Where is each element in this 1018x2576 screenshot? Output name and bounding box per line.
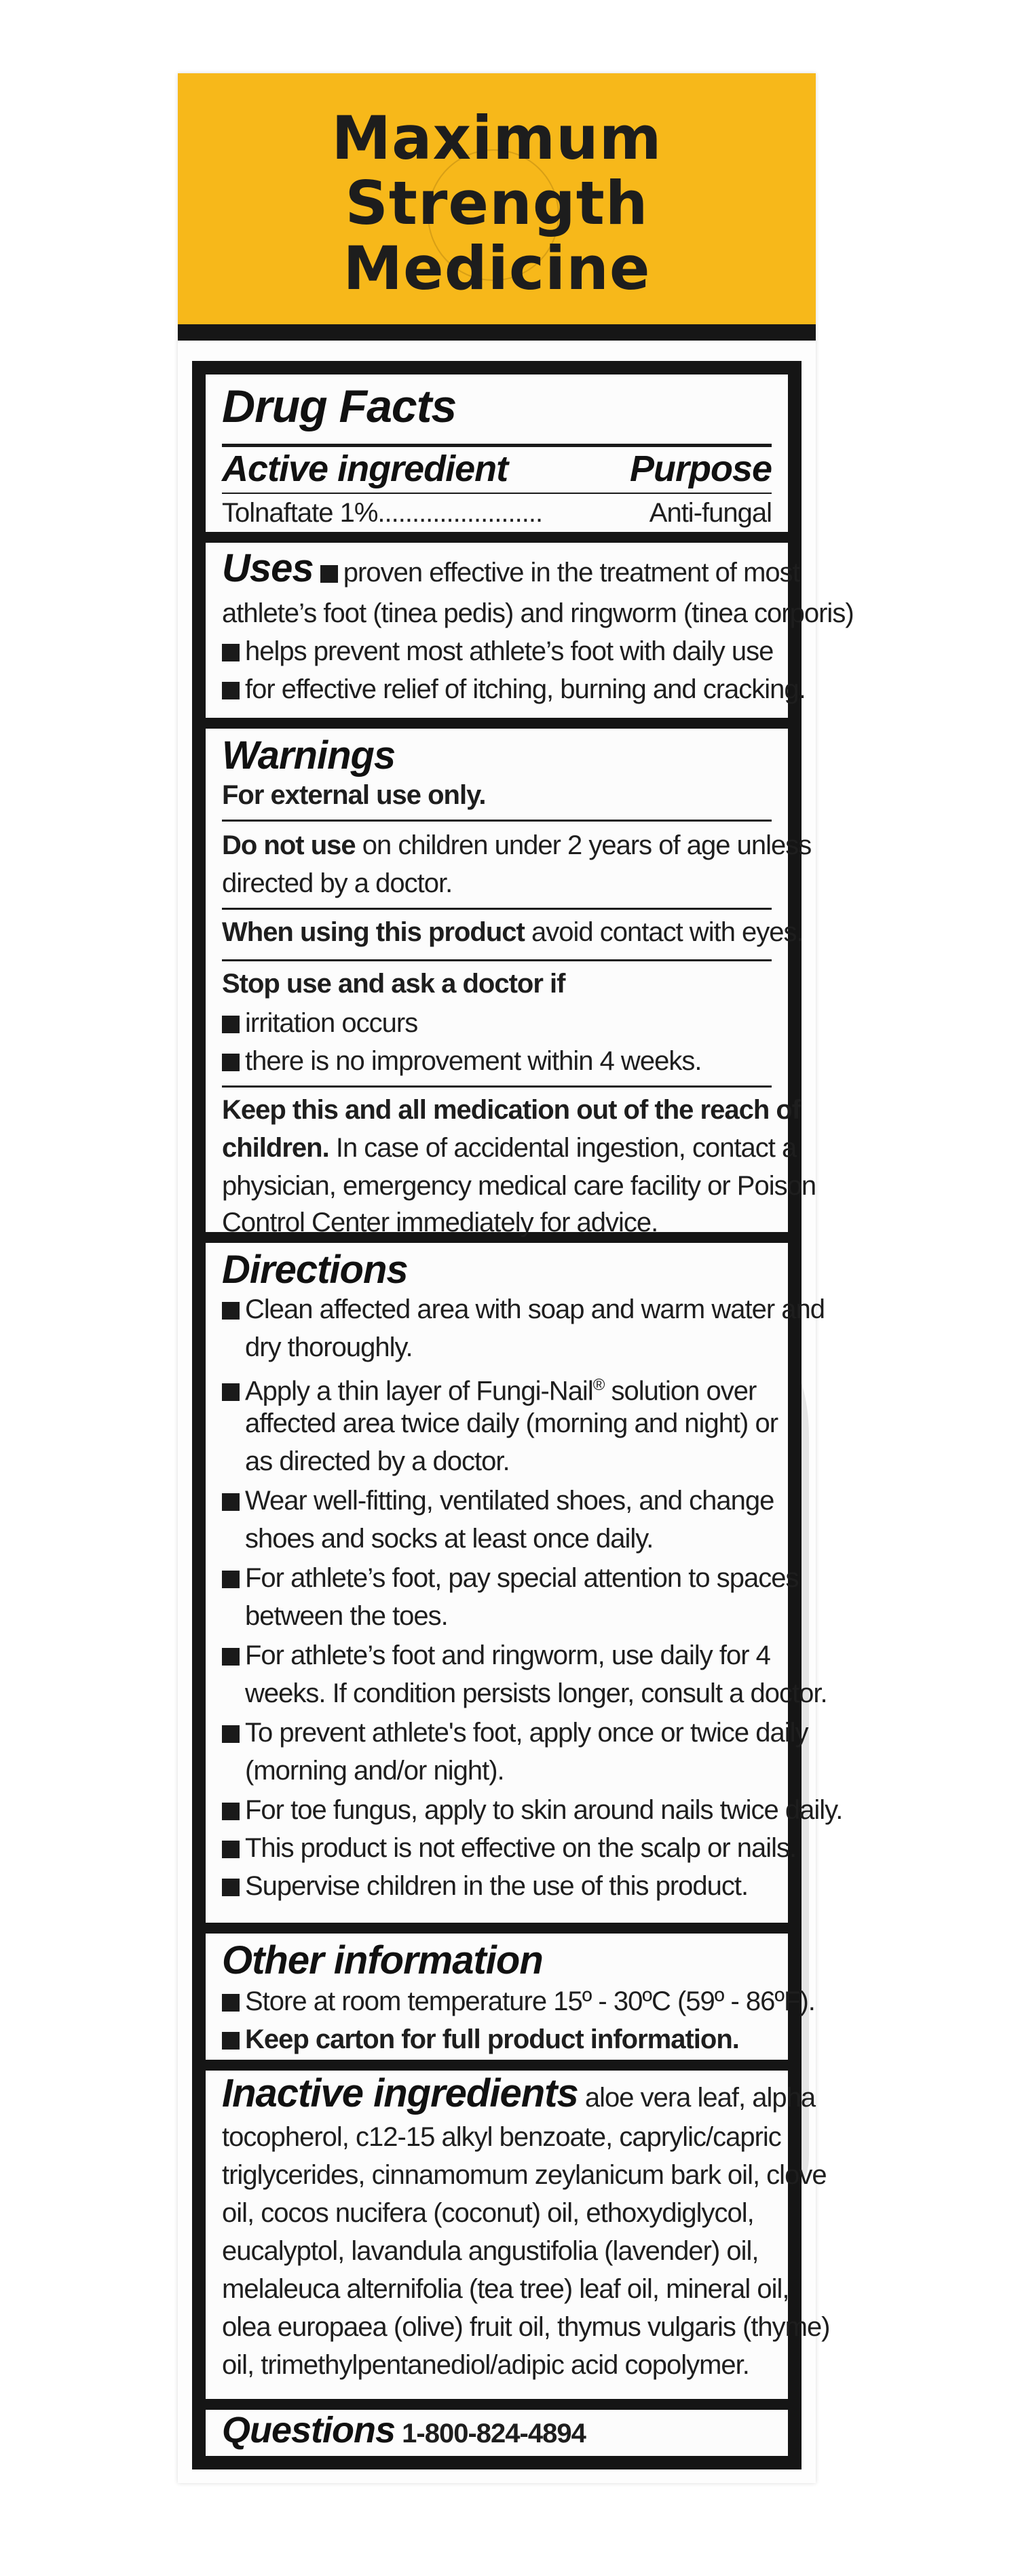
direction-text: Clean affected area with soap and warm water and bbox=[245, 1294, 825, 1324]
headline-line-1: Maximum bbox=[331, 103, 662, 173]
bullet-square-icon bbox=[222, 2032, 240, 2050]
warnings-panel bbox=[206, 729, 816, 1237]
bullet-square-icon bbox=[222, 1054, 240, 1071]
bullet-square-icon bbox=[222, 1016, 240, 1033]
direction-7 bbox=[222, 1791, 842, 1829]
inactive-text: aloe vera leaf, alpha bbox=[584, 2083, 816, 2113]
stop-text: there is no improvement within 4 weeks. bbox=[245, 1046, 702, 1076]
direction-6 bbox=[222, 1714, 808, 1752]
do-not-use-label: Do not use bbox=[222, 830, 356, 860]
other-item-2 bbox=[222, 2020, 739, 2058]
keep-line-4: Control Center immediately for advice. bbox=[222, 1208, 658, 1237]
direction-5-cont: weeks. If condition persists longer, consult a doctor. bbox=[245, 1678, 827, 1708]
warnings-title: Warnings bbox=[222, 733, 396, 777]
direction-text: For athlete’s foot and ringworm, use daily for 4 bbox=[245, 1640, 770, 1670]
keep-label: children. bbox=[222, 1133, 329, 1163]
product-carton bbox=[178, 73, 854, 2483]
purpose-label: Purpose bbox=[629, 448, 772, 489]
registered-mark: ® bbox=[592, 1376, 605, 1394]
direction-4 bbox=[222, 1559, 798, 1597]
direction-text: Wear well-fitting, ventilated shoes, and change bbox=[245, 1486, 774, 1516]
uses-line-4 bbox=[222, 670, 806, 708]
direction-5 bbox=[222, 1636, 770, 1674]
bullet-square-icon bbox=[222, 682, 240, 699]
uses-line-2: athlete’s foot (tinea pedis) and ringworm (tinea corporis) bbox=[222, 598, 854, 628]
when-using bbox=[222, 913, 804, 951]
bullet-square-icon bbox=[222, 1383, 240, 1401]
uses-text: helps prevent most athlete’s foot with daily use bbox=[245, 636, 774, 666]
direction-text: solution over bbox=[611, 1376, 757, 1406]
direction-text: For athlete’s foot, pay special attention to spaces bbox=[245, 1563, 799, 1593]
bullet-square-icon bbox=[222, 1571, 240, 1588]
direction-text: Supervise children in the use of this product. bbox=[245, 1871, 749, 1901]
stop-use: Stop use and ask a doctor if bbox=[222, 969, 565, 999]
direction-text: This product is not effective on the scalp or nails. bbox=[245, 1833, 797, 1863]
direction-9 bbox=[222, 1867, 748, 1905]
bullet-square-icon bbox=[222, 644, 240, 661]
bullet-square-icon bbox=[222, 1302, 240, 1320]
active-ingredient-label: Active ingredient bbox=[222, 448, 508, 489]
dark-strip bbox=[178, 324, 816, 341]
direction-3 bbox=[222, 1482, 774, 1520]
dot-leader: ........................ bbox=[377, 498, 543, 528]
drug-facts-box bbox=[192, 361, 854, 2469]
active-ingredient: Tolnaftate 1% bbox=[222, 498, 378, 528]
uses-line-3 bbox=[222, 632, 773, 670]
stop-item-2 bbox=[222, 1042, 701, 1080]
divider bbox=[222, 959, 772, 961]
direction-text: Apply a thin layer of Fungi-Nail bbox=[245, 1376, 593, 1406]
bullet-square-icon bbox=[222, 1841, 240, 1858]
divider bbox=[222, 1085, 772, 1088]
purpose: Anti-fungal bbox=[649, 498, 772, 528]
direction-2-cont: as directed by a doctor. bbox=[245, 1446, 510, 1476]
inactive-line-6: melaleuca alternifolia (tea tree) leaf oil, mineral oil, bbox=[222, 2274, 789, 2304]
keep-line-3: physician, emergency medical care facility or Poison bbox=[222, 1171, 816, 1201]
inactive-line-1 bbox=[222, 2071, 816, 2117]
external-use: For external use only. bbox=[222, 780, 486, 810]
direction-8 bbox=[222, 1829, 796, 1867]
do-not-use-line-2: directed by a doctor. bbox=[222, 868, 453, 898]
active-ingredient-row bbox=[222, 494, 542, 532]
inactive-line-3: triglycerides, cinnamomum zeylanicum bark oil, clove bbox=[222, 2160, 827, 2190]
bullet-square-icon bbox=[222, 1725, 240, 1743]
bullet-square-icon bbox=[222, 1879, 240, 1896]
inactive-line-2: tocopherol, c12-15 alkyl benzoate, caprylic/capric bbox=[222, 2122, 781, 2152]
when-using-text: avoid contact with eyes. bbox=[531, 917, 804, 947]
direction-1-cont: dry thoroughly. bbox=[245, 1332, 413, 1362]
directions-panel bbox=[206, 1243, 843, 1923]
stop-item-1 bbox=[222, 1004, 417, 1042]
uses-panel bbox=[206, 543, 854, 718]
stop-text: irritation occurs bbox=[245, 1008, 418, 1038]
headline bbox=[178, 103, 816, 303]
direction-1 bbox=[222, 1290, 825, 1328]
divider bbox=[222, 820, 772, 822]
bullet-square-icon bbox=[222, 1493, 240, 1511]
other-info-title: Other information bbox=[222, 1938, 543, 1982]
questions-line bbox=[222, 2411, 586, 2453]
bullet-square-icon bbox=[320, 565, 338, 583]
keep-text: In case of accidental ingestion, contact a bbox=[335, 1133, 797, 1163]
other-text: Keep carton for full product information. bbox=[245, 2024, 739, 2054]
other-info-panel bbox=[206, 1934, 815, 2060]
headline-line-3: Medicine bbox=[343, 233, 651, 303]
divider bbox=[222, 908, 772, 910]
divider bbox=[222, 444, 772, 447]
uses-title: Uses bbox=[222, 546, 314, 590]
direction-2 bbox=[222, 1366, 756, 1410]
direction-4-cont: between the toes. bbox=[245, 1601, 448, 1631]
inactive-line-8: oil, trimethylpentanediol/adipic acid copolymer. bbox=[222, 2350, 749, 2380]
inactive-title: Inactive ingredients bbox=[222, 2071, 578, 2115]
keep-line-2 bbox=[222, 1129, 796, 1167]
direction-text: For toe fungus, apply to skin around nails twice daily. bbox=[245, 1795, 843, 1825]
do-not-use-text: on children under 2 years of age unless bbox=[362, 830, 812, 860]
questions-title: Questions bbox=[222, 2410, 396, 2450]
other-item-1 bbox=[222, 1982, 815, 2020]
direction-2-cont: affected area twice daily (morning and night) or bbox=[245, 1408, 778, 1438]
drug-facts-panel bbox=[206, 374, 788, 532]
uses-text: proven effective in the treatment of most bbox=[343, 558, 799, 588]
direction-3-cont: shoes and socks at least once daily. bbox=[245, 1524, 654, 1554]
questions-phone: 1-800-824-4894 bbox=[402, 2419, 586, 2448]
uses-text: for effective relief of itching, burning and cracking. bbox=[245, 674, 806, 704]
inactive-line-5: eucalyptol, lavandula angustifolia (lavender) oil, bbox=[222, 2236, 759, 2266]
uses-line-1 bbox=[222, 546, 799, 592]
drug-facts-title: Drug Facts bbox=[222, 381, 457, 432]
bullet-square-icon bbox=[222, 1803, 240, 1820]
headline-line-2: Strength bbox=[345, 168, 649, 238]
inactive-line-7: olea europaea (olive) fruit oil, thymus vulgaris (thyme) bbox=[222, 2312, 830, 2342]
direction-6-cont: (morning and/or night). bbox=[245, 1756, 504, 1786]
bullet-square-icon bbox=[222, 1648, 240, 1666]
directions-title: Directions bbox=[222, 1248, 408, 1292]
direction-text: To prevent athlete's foot, apply once or twice daily bbox=[245, 1718, 808, 1748]
keep-out-of-reach: Keep this and all medication out of the reach of bbox=[222, 1095, 801, 1125]
do-not-use bbox=[222, 826, 811, 864]
when-using-label: When using this product bbox=[222, 917, 525, 947]
inactive-ingredients-panel bbox=[206, 2071, 830, 2399]
bullet-square-icon bbox=[222, 1994, 240, 2012]
inactive-line-4: oil, cocos nucifera (coconut) oil, ethoxydiglycol, bbox=[222, 2198, 754, 2228]
yellow-header-band bbox=[178, 73, 816, 326]
other-text: Store at room temperature 15º - 30ºC (59º - 86ºF). bbox=[245, 1986, 815, 2016]
questions-panel bbox=[206, 2410, 788, 2456]
